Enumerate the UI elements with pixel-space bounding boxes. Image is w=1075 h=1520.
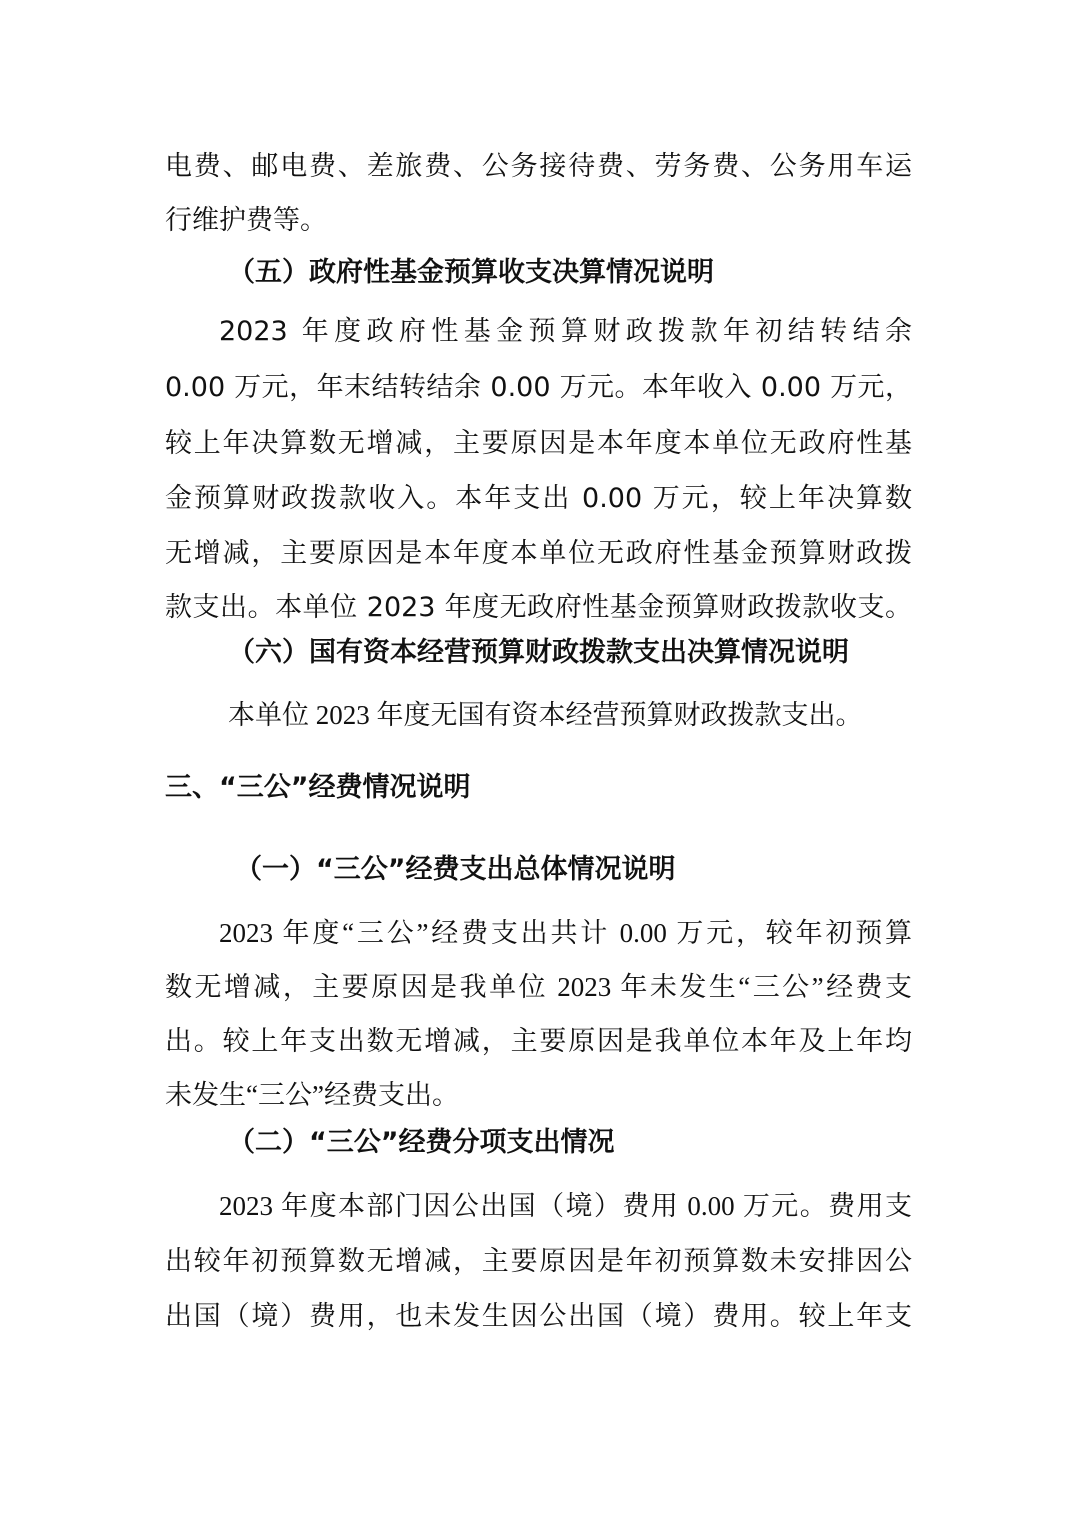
paragraph-line: 出较年初预算数无增减，主要原因是年初预算数未安排因公 [165,1246,912,1276]
section-heading-5: （五）政府性基金预算收支决算情况说明 [228,257,714,288]
paragraph-line: 数无增减，主要原因是我单位 2023 年未发生“三公”经费支 [165,972,912,1002]
subsection-heading-2: （二）“三公”经费分项支出情况 [228,1127,615,1158]
paragraph-line: 2023 年度“三公”经费支出共计 0.00 万元，较年初预算 [219,918,912,948]
chapter-heading-3: 三、“三公”经费情况说明 [165,772,471,803]
paragraph-line: 金预算财政拨款收入。本年支出 0.00 万元，较上年决算数 [165,483,912,514]
section-heading-6: （六）国有资本经营预算财政拨款支出决算情况说明 [228,637,849,668]
paragraph-line: 电费、邮电费、差旅费、公务接待费、劳务费、公务用车运 [165,151,912,182]
subsection-heading-1: （一）“三公”经费支出总体情况说明 [235,854,676,885]
paragraph-line: 未发生“三公”经费支出。 [165,1080,459,1110]
paragraph-line: 行维护费等。 [165,205,327,236]
paragraph-line: 2023 年度本部门因公出国（境）费用 0.00 万元。费用支 [219,1191,912,1221]
paragraph-line: 无增减，主要原因是本年度本单位无政府性基金预算财政拨 [165,538,912,569]
paragraph-line: 2023 年度政府性基金预算财政拨款年初结转结余 [219,316,912,347]
paragraph-line: 出。较上年支出数无增减，主要原因是我单位本年及上年均 [165,1026,912,1056]
paragraph-line: 本单位 2023 年度无国有资本经营预算财政拨款支出。 [228,700,863,730]
paragraph-line: 0.00 万元，年末结转结余 0.00 万元。本年收入 0.00 万元， [165,372,912,403]
paragraph-line: 出国（境）费用，也未发生因公出国（境）费用。较上年支 [165,1301,912,1331]
paragraph-line: 较上年决算数无增减，主要原因是本年度本单位无政府性基 [165,428,912,459]
paragraph-line: 款支出。本单位 2023 年度无政府性基金预算财政拨款收支。 [165,592,912,623]
